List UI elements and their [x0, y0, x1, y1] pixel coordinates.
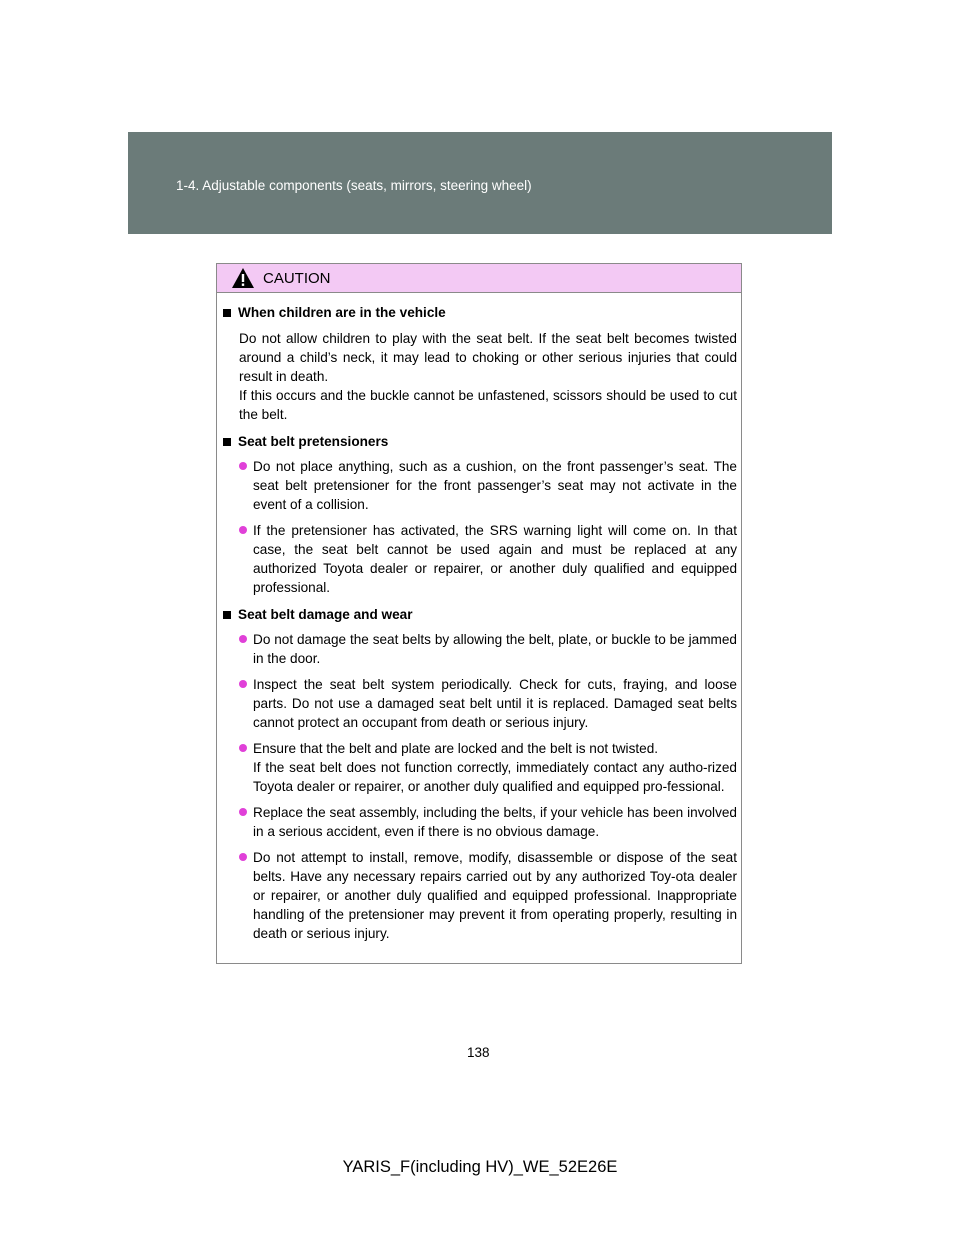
- warning-triangle-icon: [231, 267, 255, 289]
- section-paragraph: [223, 329, 737, 424]
- circle-bullet-icon: [239, 526, 247, 534]
- section-heading: [223, 432, 737, 451]
- list-item: [223, 521, 737, 597]
- caution-title: CAUTION: [263, 269, 331, 287]
- circle-bullet-icon: [239, 462, 247, 470]
- caution-box: [216, 263, 742, 964]
- section-heading-text: Seat belt damage and wear: [238, 607, 413, 622]
- footer-document-code: YARIS_F(including HV)_WE_52E26E: [342, 1158, 618, 1176]
- list-item-text: [253, 739, 737, 796]
- list-item: [223, 848, 737, 943]
- list-item: [223, 803, 737, 841]
- list-item: [223, 457, 737, 514]
- list-item-line: If the seat belt does not function correctly, immediately contact any autho-rized Toyota dealer or repairer, or another duly qualified and equipped pro-fessional.: [253, 760, 737, 794]
- circle-bullet-icon: [239, 853, 247, 861]
- circle-bullet-icon: [239, 635, 247, 643]
- circle-bullet-icon: [239, 744, 247, 752]
- list-item-text: Do not place anything, such as a cushion, on the front passenger’s seat. The seat belt pretensioner for the front passenger’s seat may not activate in the event of a collision.: [253, 459, 737, 512]
- section-heading-text: When children are in the vehicle: [238, 305, 446, 320]
- list-item-line: Ensure that the belt and plate are locked and the belt is not twisted.: [253, 741, 659, 756]
- section-heading: [223, 303, 737, 322]
- section-heading: [223, 605, 737, 624]
- bullet-list: [223, 630, 737, 943]
- section-header-band: [128, 132, 832, 234]
- bullet-list: [223, 457, 737, 597]
- list-item: [223, 739, 737, 796]
- list-item: [223, 630, 737, 668]
- caution-header: [217, 264, 741, 293]
- list-item-text: If the pretensioner has activated, the SRS warning light will come on. In that case, the seat belt cannot be used again and must be replaced at any authorized Toyota dealer or repairer, or another duly qualified and equipped professional.: [253, 523, 737, 595]
- list-item-text: Inspect the seat belt system periodically. Check for cuts, fraying, and loose parts. Do not use a damaged seat belt until it is replaced. Damaged seat belts cannot protect an occupant from death or serious injury.: [253, 677, 737, 730]
- square-bullet-icon: [223, 309, 231, 317]
- paragraph-line: Do not allow children to play with the seat belt. If the seat belt becomes twisted around a child’s neck, it may lead to choking or other serious injuries that could result in death.: [239, 331, 737, 384]
- section-heading-text: Seat belt pretensioners: [238, 434, 389, 449]
- circle-bullet-icon: [239, 808, 247, 816]
- square-bullet-icon: [223, 438, 231, 446]
- circle-bullet-icon: [239, 680, 247, 688]
- section-header-title: 1-4. Adjustable components (seats, mirrors, steering wheel): [176, 178, 532, 193]
- paragraph-line: If this occurs and the buckle cannot be unfastened, scissors should be used to cut the belt.: [239, 388, 737, 422]
- caution-body: [217, 293, 741, 943]
- list-item-text: Do not damage the seat belts by allowing the belt, plate, or buckle to be jammed in the door.: [253, 632, 737, 666]
- list-item: [223, 675, 737, 732]
- list-item-text: Do not attempt to install, remove, modify, disassemble or dispose of the seat belts. Have any necessary repairs carried out by any authorized Toy-ota dealer or repairer, or another duly qualified and equipped professional. Inappropriate handling of the pretensioner may prevent it from operating properly, resulting in death or serious injury.: [253, 850, 737, 941]
- page-number: 138: [467, 1045, 490, 1060]
- list-item-text: Replace the seat assembly, including the belts, if your vehicle has been involved in a serious accident, even if there is no obvious damage.: [253, 805, 737, 839]
- square-bullet-icon: [223, 611, 231, 619]
